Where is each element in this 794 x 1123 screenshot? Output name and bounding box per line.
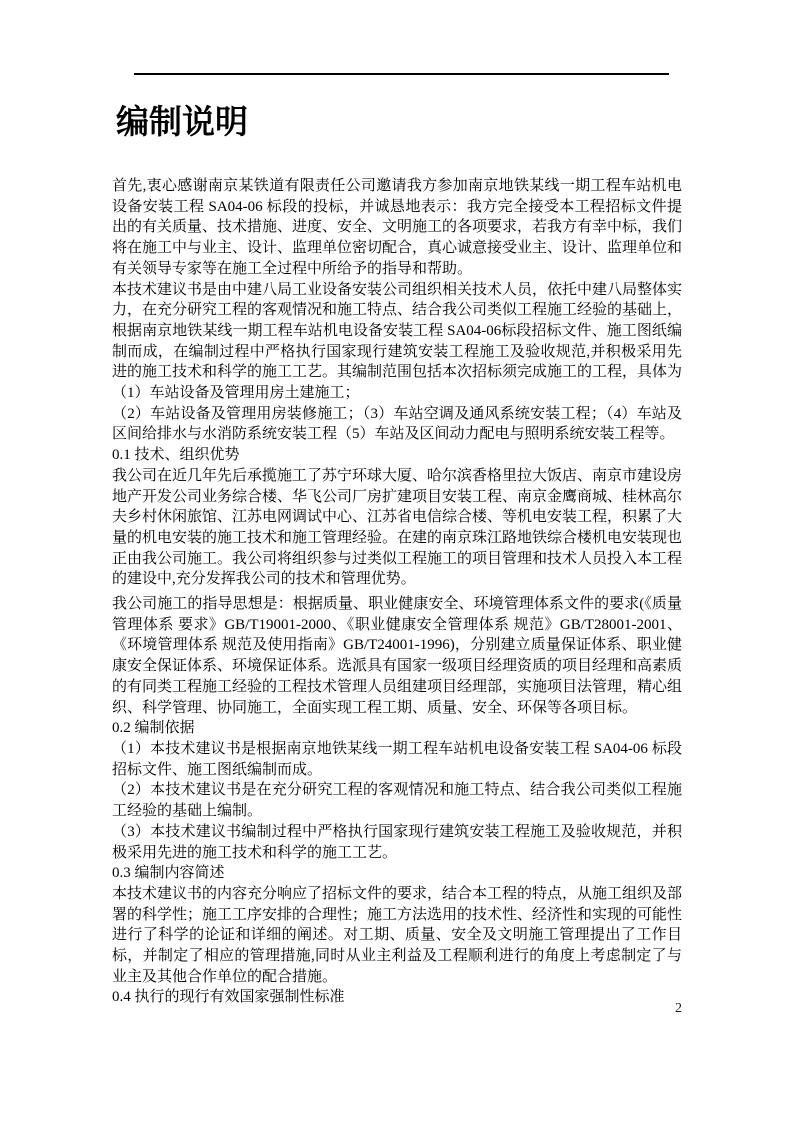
paragraph-scope-items: （2）车站设备及管理用房装修施工；（3）车站空调及通风系统安装工程；（4）车站及区间给排水与水消防系统安装工程（5）车站及区间动力配电与照明系统安装工程等。 xyxy=(112,405,682,443)
section-heading-0-4: 0.4 执行的现行有效国家强制性标准 xyxy=(112,989,345,1006)
page-number: 2 xyxy=(675,1001,682,1016)
paragraph-company-experience: 我公司在近几年先后承揽施工了苏宁环球大厦、哈尔滨香格里拉大饭店、南京市建设房地产开发公司业务综合楼、华飞公司厂房扩建项目安装工程、南京金鹰商城、桂林高尔夫乡村休闲旅馆、江苏电网调试中心、江苏省电信综合楼、等机电安装工程，积累了大量的机电安装的施工技术和施工管理经验。在建的南京珠江路地铁综合楼机电安装现也正由我公司施工。我公司将组织参与过类似工程施工的项目管理和技术人员投入本工程的建设中,充分发挥我公司的技术和管理优势。 xyxy=(112,467,683,588)
paragraph-guiding-principles: 我公司施工的指导思想是：根据质量、职业健康安全、环境管理体系文件的要求(《质量管理体系 要求》GB/T19001-2000、《职业健康安全管理体系 规范》GB/T28001-2001、《环境管理体系 规范及使用指南》GB/T24001-1996)，分别建立质量保证体系、职业健康安全保证体系、环境保证体系。选派具有国家一级项目经理资质的项目经理和高素质的有同类工程施工经验的工程技术管理人员组建项目经理部，实施项目法管理，精心组织、科学管理、协同施工，全面实现工程工期、质量、安全、环保等各项目标。 xyxy=(112,596,683,716)
paragraph-basis-item-1: （1）本技术建议书是根据南京地铁某线一期工程车站机电设备安装工程 SA04-06 标段招标文件、施工图纸编制而成。 xyxy=(112,740,682,778)
paragraph-basis-item-3: （3）本技术建议书编制过程中严格执行国家现行建筑安装工程施工及验收规范，并积极采用先进的施工技术和科学的施工工艺。 xyxy=(112,823,682,861)
document-title: 编制说明 xyxy=(116,103,248,140)
paragraph-basis-item-2: （2）本技术建议书是在充分研究工程的客观情况和施工特点、结合我公司类似工程施工经验的基础上编制。 xyxy=(112,782,682,820)
section-heading-0-2: 0.2 编制依据 xyxy=(112,720,195,737)
paragraph-proposal-basis: 本技术建议书是由中建八局工业设备安装公司组织相关技术人员，依托中建八局整体实力，在充分研究工程的客观情况和施工特点、结合我公司类似工程施工经验的基础上，根据南京地铁某线一期工程车站机电设备安装工程 SA04-06标段招标文件、施工图纸编制而成，在编制过程中严格执行国家现行建筑安装工程施工及验收规范,并积极采用先进的施工技术和科学的施工工艺。其编制范围包括本次招标须完成施工的工程，具体为（1）车站设备及管理用房土建施工； xyxy=(112,281,683,402)
section-heading-0-1: 0.1 技术、组织优势 xyxy=(112,447,240,464)
header-rule xyxy=(134,73,669,75)
section-heading-0-3: 0.3 编制内容简述 xyxy=(112,865,225,882)
paragraph-intro: 首先,衷心感谢南京某铁道有限责任公司邀请我方参加南京地铁某线一期工程车站机电设备安装工程 SA04-06 标段的投标，并诚恳地表示：我方完全接受本工程招标文件提出的有关质量、技术措施、进度、安全、文明施工的各项要求，若我方有幸中标，我们将在施工中与业主、设计、监理单位密切配合，真心诚意接受业主、设计、监理单位和有关领导专家等在施工全过程中所给予的指导和帮助。 xyxy=(112,178,683,277)
document-body xyxy=(112,176,682,1008)
paragraph-content-summary: 本技术建议书的内容充分响应了招标文件的要求，结合本工程的特点，从施工组织及部署的科学性；施工工序安排的合理性；施工方法选用的技术性、经济性和实现的可能性进行了科学的论证和详细的阐述。对工期、质量、安全及文明施工管理提出了工作目标，并制定了相应的管理措施,同时从业主利益及工程顺利进行的角度上考虑制定了与业主及其他合作单位的配合措施。 xyxy=(112,885,683,985)
